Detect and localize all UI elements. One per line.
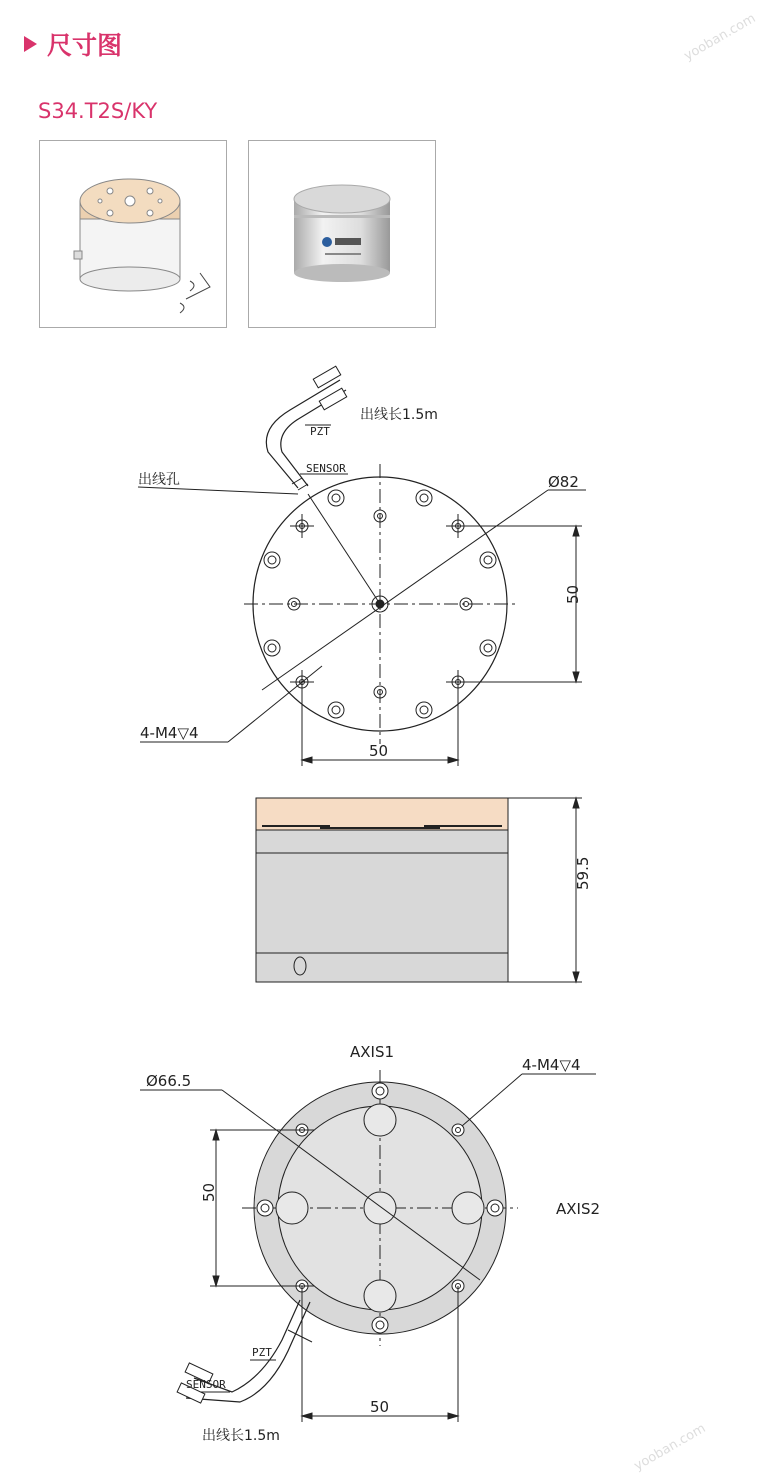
- top-thread-label: 4-M4▽4: [140, 724, 199, 742]
- bottom-cable-length-label: 出线长1.5m: [202, 1428, 280, 1444]
- bottom-vertical-dim-label: 50: [200, 1182, 218, 1202]
- watermark: yooban.com: [631, 1421, 709, 1474]
- bottom-thread-label: 4-M4▽4: [522, 1056, 581, 1074]
- side-height-label: 59.5: [574, 856, 592, 890]
- model-number: S34.T2S/KY: [38, 99, 158, 123]
- top-cable-length-label: 出线长1.5m: [360, 407, 438, 423]
- watermark: yooban.com: [681, 11, 758, 64]
- top-vertical-dim-label: 50: [564, 584, 582, 604]
- bottom-sensor-label: SENSOR: [186, 1378, 226, 1391]
- bottom-view: [140, 1070, 596, 1422]
- top-diameter-label: Ø82: [548, 473, 579, 491]
- side-view: [256, 798, 582, 982]
- bottom-diameter-label: Ø66.5: [146, 1072, 192, 1090]
- top-sensor-label: SENSOR: [306, 462, 346, 475]
- bottom-horizontal-dim-label: 50: [370, 1398, 390, 1416]
- cable-hole-label: 出线孔: [138, 472, 180, 488]
- top-pzt-label: PZT: [310, 425, 330, 438]
- axis1-label: AXIS1: [350, 1043, 395, 1061]
- bottom-pzt-label: PZT: [252, 1346, 272, 1359]
- section-title: 尺寸图: [47, 31, 123, 60]
- axis2-label: AXIS2: [556, 1200, 601, 1218]
- top-horizontal-dim-label: 50: [369, 742, 389, 760]
- top-view: [138, 366, 586, 766]
